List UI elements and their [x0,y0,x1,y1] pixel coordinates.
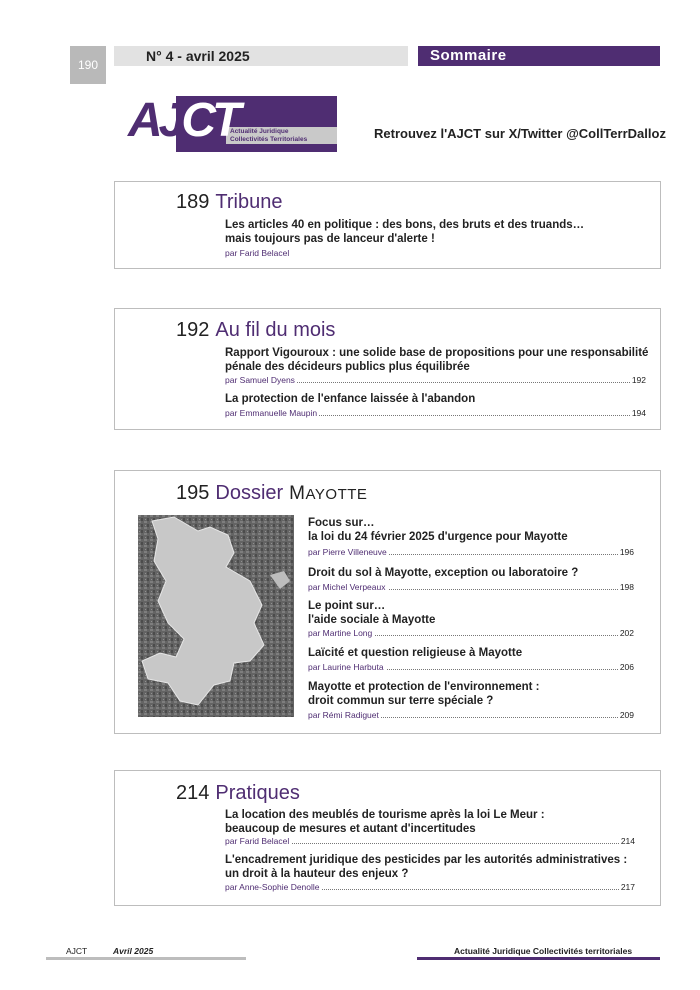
logo-letter-j: J [158,94,182,147]
article-title[interactable] [308,566,578,580]
section-title: Tribune [215,191,283,213]
article-author: par Farid Belacel [225,836,290,846]
article-byline [225,248,375,258]
article-byline [308,710,634,720]
article-title-line: un droit à la hauteur des enjeux ? [225,868,409,880]
article-title[interactable] [308,680,539,708]
ajct-logo [128,94,237,148]
article-page: 202 [619,628,634,638]
article-byline [308,547,634,557]
section-title: Dossier [215,482,284,504]
logo-letters-ct: CT [181,94,238,147]
article-byline [225,882,635,892]
section-subtitle [289,483,368,504]
article-title-line: l'aide sociale à Mayotte [308,614,436,626]
article-title-line: Droit du sol à Mayotte, exception ou laboratoire ? [308,567,579,579]
footer-date: Avril 2025 [113,946,154,956]
article-page: 194 [631,408,646,418]
footer-left-bar [46,957,246,960]
article-title-line: beaucoup de mesures et autant d'incertitudes [225,823,476,835]
article-title-line: Rapport Vigouroux : une solide base de propositions pour une responsabilité [225,347,649,359]
article-author: par Michel Verpeaux [308,582,386,592]
article-title-line: Les articles 40 en politique : des bons, des bruts et des truands… [225,219,585,231]
section-heading [176,191,282,214]
article-title[interactable] [225,392,475,406]
footer-title: Actualité Juridique Collectivités territoriales [454,946,633,956]
article-page: 209 [619,710,634,720]
twitter-promo: Retrouvez l'AJCT sur X/Twitter @CollTerrDalloz [374,126,666,141]
article-title[interactable] [225,218,584,246]
article-byline [225,408,646,418]
section-page: 189 [176,191,210,213]
article-page: 198 [619,582,634,592]
section-heading [176,782,300,805]
article-page: 214 [620,836,635,846]
article-byline [225,375,646,385]
article-page: 196 [619,547,634,557]
article-title-line: pénale des décideurs publics plus équilibrée [225,361,470,373]
section-page: 195 [176,482,210,504]
article-author: par Farid Belacel [225,248,290,258]
article-title-line: Laïcité et question religieuse à Mayotte [308,647,523,659]
section-title: Au fil du mois [215,319,336,341]
article-title-line: Mayotte et protection de l'environnement : [308,681,540,693]
mayotte-map-image [138,515,294,717]
article-author: par Samuel Dyens [225,375,295,385]
article-author: par Martine Long [308,628,373,638]
section-title: Pratiques [215,782,300,804]
article-byline [308,628,634,638]
page-number: 190 [70,46,106,84]
article-title-line: Focus sur… [308,517,375,529]
article-byline [225,836,635,846]
article-title[interactable] [225,808,545,836]
article-page: 206 [619,662,634,672]
article-page: 217 [620,882,635,892]
article-title-line: La location des meublés de tourisme après la loi Le Meur : [225,809,545,821]
article-byline [308,582,634,592]
article-title-line: Le point sur… [308,600,386,612]
section-heading [176,482,367,505]
article-title[interactable] [225,346,648,374]
article-title-line: L'encadrement juridique des pesticides par les autorités administratives : [225,854,628,866]
article-title-line: droit commun sur terre spéciale ? [308,695,494,707]
article-byline [308,662,634,672]
section-heading [176,319,335,342]
article-author: par Rémi Radiguet [308,710,379,720]
logo-letter-a: A [128,94,159,147]
article-title[interactable] [225,853,627,881]
section-page: 214 [176,782,210,804]
article-title-line: la loi du 24 février 2025 d'urgence pour Mayotte [308,531,568,543]
article-author: par Emmanuelle Maupin [225,408,318,418]
article-title[interactable] [308,646,522,660]
article-page: 192 [631,375,646,385]
article-author: par Laurine Harbuta [308,662,384,672]
section-page: 192 [176,319,210,341]
article-title[interactable] [308,516,568,544]
logo-tagline-2: Collectivités Territoriales [230,136,308,143]
section-subtitle-rest: AYOTTE [305,486,368,503]
footer-right-bar [417,957,660,960]
article-author: par Pierre Villeneuve [308,547,387,557]
article-title-line: La protection de l'enfance laissée à l'abandon [225,393,476,405]
footer-journal: AJCT [66,946,88,956]
section-label: Sommaire [430,47,507,64]
article-author: par Anne-Sophie Denolle [225,882,320,892]
article-title[interactable] [308,599,435,627]
issue-label: N° 4 - avril 2025 [146,48,250,64]
article-title-line: mais toujours pas de lanceur d'alerte ! [225,233,435,245]
logo-tagline-1: Actualité Juridique [230,128,289,135]
section-subtitle-cap: M [289,483,306,504]
